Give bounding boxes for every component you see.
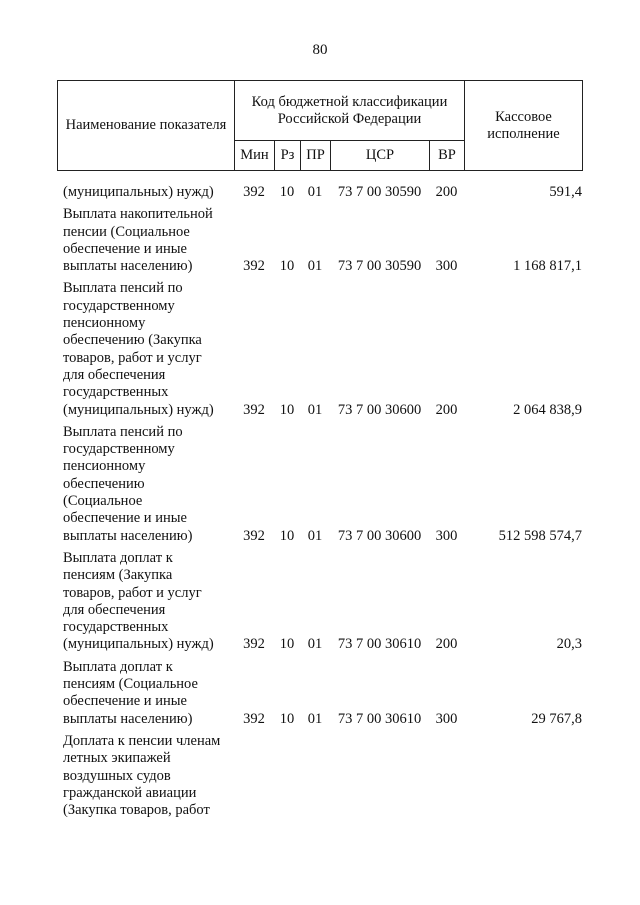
row-amount bbox=[464, 733, 582, 824]
table-header bbox=[57, 80, 583, 171]
row-pr: 01 bbox=[307, 636, 323, 653]
header-indicator-name: Наименование показателя bbox=[58, 81, 235, 171]
row-vr bbox=[429, 733, 464, 824]
row-rz: 10 bbox=[279, 184, 295, 200]
row-pr: 01 bbox=[307, 258, 323, 275]
page-number: 80 bbox=[312, 42, 328, 58]
row-rz: 10 bbox=[279, 401, 295, 418]
row-rz bbox=[274, 733, 300, 824]
row-name: Выплата доплат к пенсиям (Социальное обеспечение и иные выплаты населению) bbox=[63, 658, 198, 727]
row-vr: 300 bbox=[435, 258, 458, 275]
row-csr: 73 7 00 30590 bbox=[337, 184, 422, 200]
header-cash-execution: Кассовое исполнение bbox=[465, 81, 583, 171]
row-min: 392 bbox=[243, 710, 265, 727]
row-name: Выплата пенсий по государственному пенсионному обеспечению (Социальное обеспечение и иные выплаты населению) bbox=[63, 423, 193, 544]
header-min: Мин bbox=[235, 141, 275, 171]
row-amount: 2 064 838,9 bbox=[513, 401, 582, 418]
row-amount: 591,4 bbox=[549, 184, 582, 200]
header-rz: Рз bbox=[275, 141, 301, 171]
row-name: Доплата к пенсии членам летных экипажей воздушных судов гражданской авиации (Закупка товаров, работ bbox=[63, 732, 221, 819]
row-csr: 73 7 00 30600 bbox=[337, 401, 422, 418]
row-csr: 73 7 00 30600 bbox=[337, 527, 422, 544]
row-csr: 73 7 00 30610 bbox=[337, 710, 422, 727]
table-body bbox=[57, 184, 582, 824]
row-amount: 20,3 bbox=[556, 636, 582, 653]
table-row bbox=[57, 206, 582, 280]
table-row bbox=[57, 550, 582, 659]
row-name: Выплата доплат к пенсиям (Закупка товаров, работ и услуг для обеспечения государственных (муниципальных) нужд) bbox=[63, 549, 214, 653]
row-name: Выплата накопительной пенсии (Социальное обеспечение и иные выплаты населению) bbox=[63, 206, 213, 275]
row-amount: 512 598 574,7 bbox=[498, 527, 582, 544]
row-vr: 200 bbox=[435, 184, 458, 200]
row-amount: 1 168 817,1 bbox=[513, 258, 582, 275]
row-pr bbox=[300, 733, 330, 824]
row-vr: 300 bbox=[435, 527, 458, 544]
row-name: (муниципальных) нужд) bbox=[63, 184, 214, 200]
row-min: 392 bbox=[243, 636, 265, 653]
header-budget-code-group: Код бюджетной классификации Российской Федерации bbox=[235, 81, 465, 141]
row-pr: 01 bbox=[307, 184, 323, 200]
header-pr: ПР bbox=[301, 141, 331, 171]
row-min bbox=[234, 733, 274, 824]
row-amount: 29 767,8 bbox=[531, 710, 582, 727]
header-csr: ЦСР bbox=[331, 141, 430, 171]
row-vr: 200 bbox=[435, 636, 458, 653]
row-rz: 10 bbox=[279, 710, 295, 727]
row-min: 392 bbox=[243, 184, 265, 200]
row-pr: 01 bbox=[307, 710, 323, 727]
row-min: 392 bbox=[243, 258, 265, 275]
row-vr: 200 bbox=[435, 401, 458, 418]
row-csr: 73 7 00 30590 bbox=[337, 258, 422, 275]
row-rz: 10 bbox=[279, 527, 295, 544]
table-row bbox=[57, 733, 582, 824]
row-csr bbox=[330, 733, 429, 824]
row-csr: 73 7 00 30610 bbox=[337, 636, 422, 653]
table-row bbox=[57, 424, 582, 550]
row-pr: 01 bbox=[307, 401, 323, 418]
table-row bbox=[57, 280, 582, 423]
row-vr: 300 bbox=[435, 710, 458, 727]
row-name: Выплата пенсий по государственному пенсионному обеспечению (Закупка товаров, работ и услуг для обеспечения государственных (муниципальных) нужд) bbox=[63, 280, 214, 418]
row-pr: 01 bbox=[307, 527, 323, 544]
table-row bbox=[57, 184, 582, 206]
row-rz: 10 bbox=[279, 258, 295, 275]
table-row bbox=[57, 659, 582, 733]
row-rz: 10 bbox=[279, 636, 295, 653]
row-min: 392 bbox=[243, 401, 265, 418]
row-min: 392 bbox=[243, 527, 265, 544]
header-vr: ВР bbox=[430, 141, 465, 171]
